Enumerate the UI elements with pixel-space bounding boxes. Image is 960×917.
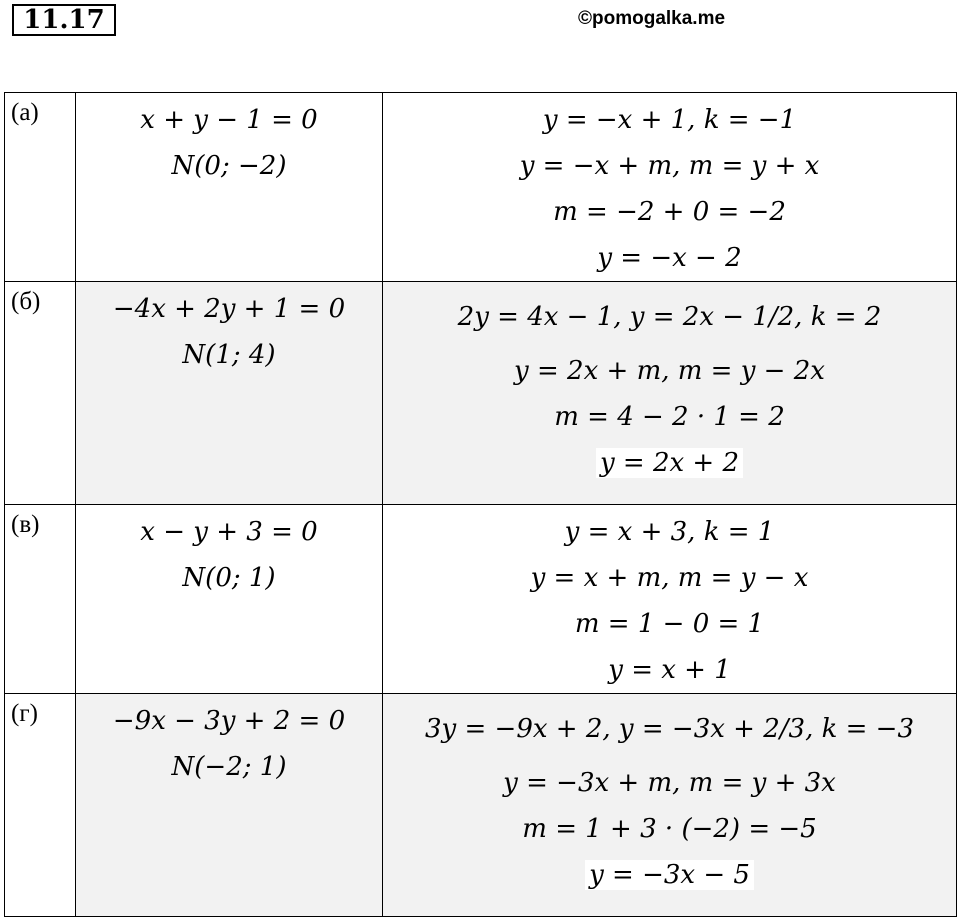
row-label: (б) bbox=[5, 282, 76, 505]
work-cell bbox=[383, 694, 957, 917]
answer-text: y = −3x − 5 bbox=[585, 860, 754, 890]
work-line: 2y = 4x − 1, y = 2x − 1/2, k = 2 bbox=[457, 302, 882, 332]
answer-text: y = x + 1 bbox=[604, 655, 735, 685]
work-cell bbox=[383, 282, 957, 505]
table-row bbox=[5, 93, 957, 282]
work-line: m = 4 − 2 · 1 = 2 bbox=[554, 402, 785, 432]
work-cell bbox=[383, 93, 957, 282]
answer-line bbox=[383, 235, 956, 281]
table-row bbox=[5, 694, 957, 917]
given-point: N(0; −2) bbox=[171, 151, 287, 181]
work-line: y = −x + 1, k = −1 bbox=[542, 105, 797, 135]
given-point: N(−2; 1) bbox=[171, 752, 287, 782]
given-point: N(0; 1) bbox=[182, 563, 276, 593]
row-label: (г) bbox=[5, 694, 76, 917]
work-line: 3y = −9x + 2, y = −3x + 2/3, k = −3 bbox=[425, 714, 914, 744]
answer-text: y = 2x + 2 bbox=[596, 448, 743, 478]
work-line: y = −x + m, m = y + x bbox=[519, 151, 820, 181]
given-cell bbox=[76, 93, 383, 282]
given-equation: x − y + 3 = 0 bbox=[140, 517, 318, 547]
given-cell bbox=[76, 694, 383, 917]
work-line: m = −2 + 0 = −2 bbox=[553, 197, 786, 227]
row-label: (а) bbox=[5, 93, 76, 282]
table-row bbox=[5, 282, 957, 505]
answer-line bbox=[383, 647, 956, 693]
given-equation: x + y − 1 = 0 bbox=[140, 105, 318, 135]
given-point: N(1; 4) bbox=[182, 340, 276, 370]
given-cell bbox=[76, 282, 383, 505]
work-cell bbox=[383, 505, 957, 694]
given-cell bbox=[76, 505, 383, 694]
work-line: y = 2x + m, m = y − 2x bbox=[514, 356, 825, 386]
work-line: y = −3x + m, m = y + 3x bbox=[503, 768, 836, 798]
watermark: ©pomogalka.me bbox=[578, 8, 726, 29]
row-label: (в) bbox=[5, 505, 76, 694]
given-equation: −9x − 3y + 2 = 0 bbox=[112, 706, 346, 736]
table-row bbox=[5, 505, 957, 694]
work-line: y = x + m, m = y − x bbox=[530, 563, 809, 593]
work-line: m = 1 − 0 = 1 bbox=[574, 609, 765, 639]
work-line: y = x + 3, k = 1 bbox=[564, 517, 775, 547]
problem-number: 11.17 bbox=[12, 4, 116, 36]
answer-line bbox=[383, 440, 956, 486]
work-line: m = 1 + 3 · (−2) = −5 bbox=[522, 814, 817, 844]
answer-text: y = −x − 2 bbox=[593, 243, 745, 273]
solution-table bbox=[4, 92, 957, 917]
given-equation: −4x + 2y + 1 = 0 bbox=[112, 294, 346, 324]
answer-line bbox=[383, 852, 956, 898]
